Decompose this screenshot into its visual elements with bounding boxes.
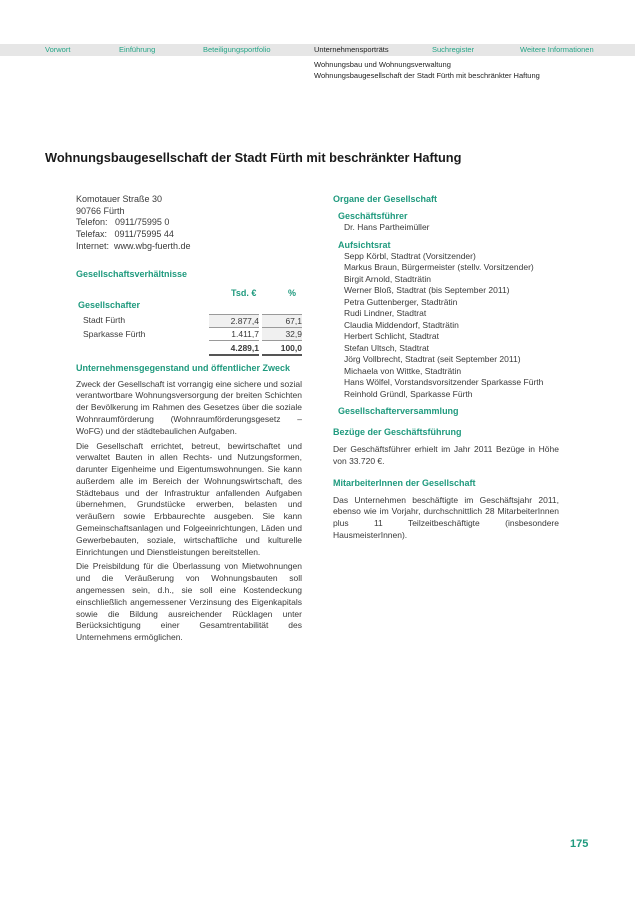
organe-heading: Organe der Gesellschaft [333,194,438,204]
nav-vorwort[interactable]: Vorwort [45,45,71,54]
zweck-paragraph: Zweck der Gesellschaft ist vorrangig eine sichere und sozial verantwortbare Wohnungsversorgung der breiten Schichten der Bevölkerung im Rahmen des Gesetzes über die soziale Wohnraumförderung (Wohnraumförderungsgesetz – WoFG) und der städtebaulichen Aufgaben. [76,378,302,436]
list-item: Claudia Middendorf, Stadträtin [344,319,459,330]
breadcrumb [314,59,540,81]
shareholder-tsd: 2.877,4 [209,314,259,328]
list-item: Herbert Schlicht, Stadtrat [344,331,439,341]
shareholders-label: Gesellschafter [78,299,141,310]
col-tsd-header: Tsd. € [231,287,257,298]
page-number: 175 [570,838,589,850]
shareholder-name: Stadt Fürth [83,314,126,325]
address-street: Komotauer Straße 30 [76,194,163,204]
list-item: Werner Bloß, Stadtrat (bis September 2011) [344,285,510,295]
list-item: Rudi Lindner, Stadtrat [344,308,427,318]
right-column [333,193,559,542]
list-item: Sepp Körbl, Stadtrat (Vorsitzender) [344,250,476,261]
list-item: Birgit Arnold, Stadträtin [344,273,431,284]
top-navigation [0,44,635,56]
breadcrumb-company[interactable]: Wohnungsbaugesellschaft der Stadt Fürth mit beschränkter Haftung [314,71,540,80]
zweck-paragraph: Die Gesellschaft errichtet, betreut, bewirtschaftet und verwaltet Bauten in allen Rechts- und Nutzungsformen, darunter Eigenheime und Eigentumswohnungen. Sie kann außerdem alle im Bereich der Wohnungswirtschaft, des Städtebaus und der Infrastruktur anfallenden Aufgaben übernehmen, Grundstücke erwerben, belasten und veräußern sowie Erbbaurechte ausgeben. Sie kann Gemeinschaftsanlagen und Folgeeinrichtungen, Läden und Gewerbebauten, soziale, wirtschaftliche und kulturelle Einrichtungen und Dienstleistungen bereitstellen. [76,440,302,557]
address-internet: Internet: www.wbg-fuerth.de [76,240,191,251]
nav-einfuehrung[interactable]: Einführung [119,45,156,54]
list-item: Hans Wölfel, Vorstandsvorsitzender Sparkasse Fürth [344,377,544,387]
bezuege-heading: Bezüge der Geschäftsführung [333,427,462,437]
list-item: Markus Braun, Bürgermeister (stellv. Vorsitzender) [344,262,534,272]
address-block [76,194,302,253]
col-pct-header: % [288,287,297,298]
left-column [76,194,302,644]
table-total-row [76,342,302,356]
nav-suchregister[interactable]: Suchregister [432,45,475,54]
address-phone: Telefon: 0911/75995 0 [76,217,170,228]
shareholder-pct: 32,9 [262,328,302,341]
gf-heading: Geschäftsführer [338,211,408,221]
nav-weitere-informationen[interactable]: Weitere Informationen [520,45,594,54]
shareholder-table [76,288,302,358]
page-title: Wohnungsbaugesellschaft der Stadt Fürth mit beschränkter Haftung [45,150,462,165]
list-item: Petra Guttenberger, Stadträtin [344,296,458,307]
mitarbeiter-text: Das Unternehmen beschäftigte im Geschäftsjahr 2011, ebenso wie im Vorjahr, durchschnittlich 28 MitarbeiterInnen plus 11 Teilzeitbeschäftigte (insbesondere HausmeisterInnen). [333,494,559,540]
list-item: Reinhold Gründl, Sparkasse Fürth [344,388,473,399]
ar-heading: Aufsichtsrat [338,239,391,250]
verhaeltnisse-heading: Gesellschaftsverhältnisse [76,268,188,279]
list-item: Michaela von Wittke, Stadträtin [344,365,462,376]
table-row [76,314,302,328]
list-item: Stefan Ultsch, Stadtrat [344,342,430,353]
ar-list [344,251,559,401]
address-city: 90766 Fürth [76,205,125,216]
list-item: Jörg Vollbrecht, Stadtrat (seit September 2011) [344,354,521,364]
total-pct: 100,0 [262,342,302,356]
total-tsd: 4.289,1 [209,342,259,356]
address-fax: Telefax: 0911/75995 44 [76,229,174,240]
mitarbeiter-heading: MitarbeiterInnen der Gesellschaft [333,477,476,488]
zweck-paragraph: Die Preisbildung für die Überlassung von Mietwohnungen und die Veräußerung von Wohnungsbauten soll angemessen sein, d.h., sie soll eine Kostendeckung einschließlich angemessener Verzinsung des Eigenkapitals sowie die Bildung ausreichender Rücklagen unter Berücksichtigung einer Gesamtrentabilität des Unternehmens ermöglichen. [76,561,302,643]
zweck-heading: Unternehmensgegenstand und öffentlicher Zweck [76,362,291,373]
nav-beteiligungsportfolio[interactable]: Beteiligungsportfolio [203,45,271,54]
shareholder-pct: 67,1 [262,314,302,328]
gv-heading: Gesellschafterversammlung [338,406,459,416]
shareholder-name: Sparkasse Fürth [83,328,146,339]
breadcrumb-category[interactable]: Wohnungsbau und Wohnungsverwaltung [314,60,451,69]
list-item: Dr. Hans Partheimüller [344,222,430,232]
bezuege-text: Der Geschäftsführer erhielt im Jahr 2011 Bezüge in Höhe von 33.720 €. [333,444,559,466]
table-row [76,328,302,342]
gf-list [344,222,559,234]
nav-unternehmensportraets[interactable]: Unternehmensporträts [314,45,389,54]
shareholder-tsd: 1.411,7 [209,328,259,341]
